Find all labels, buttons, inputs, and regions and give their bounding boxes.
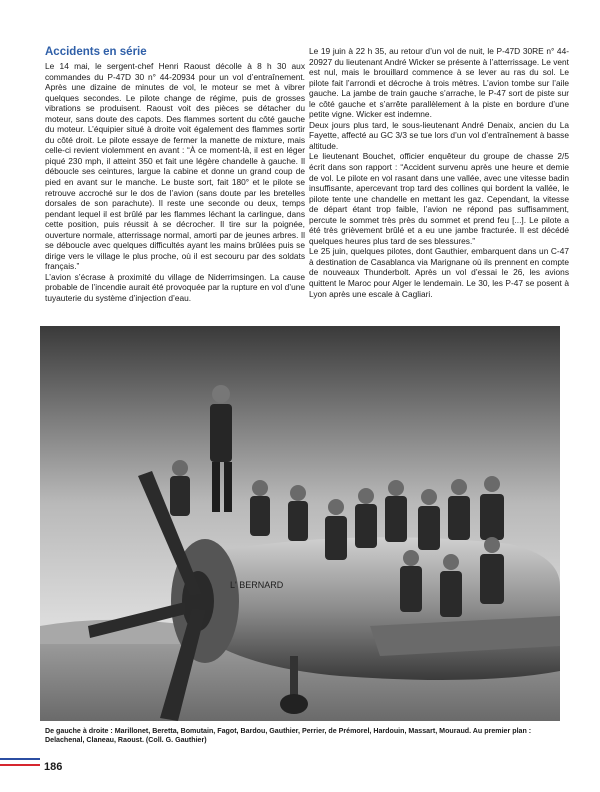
caption-line: Delachenal, Claneau, Raoust. (Coll. G. Gauthier) <box>45 736 207 745</box>
nose-art-text: L' BERNARD <box>230 580 284 590</box>
paragraph: Deux jours plus tard, le sous-lieutenant André Denaix, ancien du La Fayette, affecté au GC 3/3 se tue lors d’un vol d’entraînement à basse altitude. <box>309 119 569 151</box>
paragraph: Le 14 mai, le sergent-chef Henri Raoust décolle à 8 h 30 aux commandes du P-47D 30 n° 44-20934 pour un vol d’entraînement. Après une dizaine de minutes de vol, le moteur se met à vibrer quelques secondes. Le pilote change de régime, puis de grosses vibrations se produisent. Raoust voit des pièces se détacher du moteur, sans doute des capots. Des flammes sortent du côté gauche du moteur. L’équipier situé à droite voit également des flammes sortir du côté droit. Le pilote essaye de fermer la manette de mixture, mais celle-ci revient violemment en avant : “À ce moment-là, il est en léger piqué 230 mph, il atteint 350 et fait une légère chandelle à gauche. Il déboucle ses ceintures, largue la cabine et donne un grand coup de pied en avant sur le manche. Le buste sort, fait 180° et le pilote se retrouve accroché sur le dos de l’avion (sans doute par les bretelles dorsales de son parachute). Il reste une seconde ou deux, temps pendant lequel il est brûlé par les flammes léchant la carlingue, dans cette position, puis réussit à se décrocher. Il tire sur la poignée, ouverture normale, atterrissage normal, amorti par de jeunes arbres. Il se déboucle avec quelques difficultés ayant les mains brûlées puis se dirige vers le village le plus proche, où il est secouru par des soldats français.” <box>45 61 305 272</box>
text-column-right <box>309 46 569 299</box>
paragraph: Le 25 juin, quelques pilotes, dont Gauthier, embarquent dans un C-47 à destination de Casablanca via Marignane où ils prennent en compte de nouveaux Thunderbolt. Après un vol d’essai le 26, les avions quittent le Maroc pour Alger le lendemain. Le 30, les P-47 se posent à Lyon après une escale à Cagliari. <box>309 246 569 299</box>
stripe-white <box>0 761 40 763</box>
group-photo <box>40 326 560 721</box>
stripe-red <box>0 764 40 766</box>
photo-illustration <box>40 326 560 721</box>
photo-caption <box>45 727 560 746</box>
paragraph: Le lieutenant Bouchet, officier enquêteur du groupe de chasse 2/5 écrit dans son rapport : “Accident survenu après une heure et demie de vol. Le pilote en vol rasant dans une vallée, avec une vitesse badin insuffisante, apercevant trop tard des collines qui bordent la vallée, le pilote tente une chandelle en mettant les gaz. Cependant, la vitesse de départ étant trop faible, l’avion ne répond pas suffisamment, percute le sommet très près du sommet et prend feu [...]. Le pilote a été très grièvement brûlé et a eu une jambe fracturée. Il est décédé quelques heures plus tard de ses blessures.” <box>309 151 569 246</box>
tricolor-stripes <box>0 756 42 770</box>
text-column-left <box>45 46 305 304</box>
paragraph: L’avion s’écrase à proximité du village de Niderrimsingen. La cause probable de l’incendie aurait été provoquée par la rupture en vol d’une tuyauterie du système d’injection d’eau. <box>45 271 305 304</box>
section-title: Accidents en série <box>45 46 147 58</box>
caption-line: De gauche à droite : Marillonet, Beretta, Bomutain, Fagot, Bardou, Gauthier, Perrier, de Prémorel, Hardouin, Massart, Mouraud. Au premier plan : <box>45 727 532 735</box>
page-number: 186 <box>44 761 63 773</box>
stripe-blue <box>0 758 40 760</box>
paragraph: Le 19 juin à 22 h 35, au retour d’un vol de nuit, le P-47D 30RE n° 44-20927 du lieutenant André Wicker se présente à l’atterrissage. Le vent est nul, mais le brouillard commence à se lever au ras du sol. Le pilote fait l’arrondi et décroche à trois mètres. L’avion tombe sur l’aile gauche. La jambe de train gauche s’arrache, le P-47 sort de piste sur le côté gauche et s’arrête parallèlement à la piste en bordure d’une petite vigne. Wicker est indemne. <box>309 46 569 120</box>
